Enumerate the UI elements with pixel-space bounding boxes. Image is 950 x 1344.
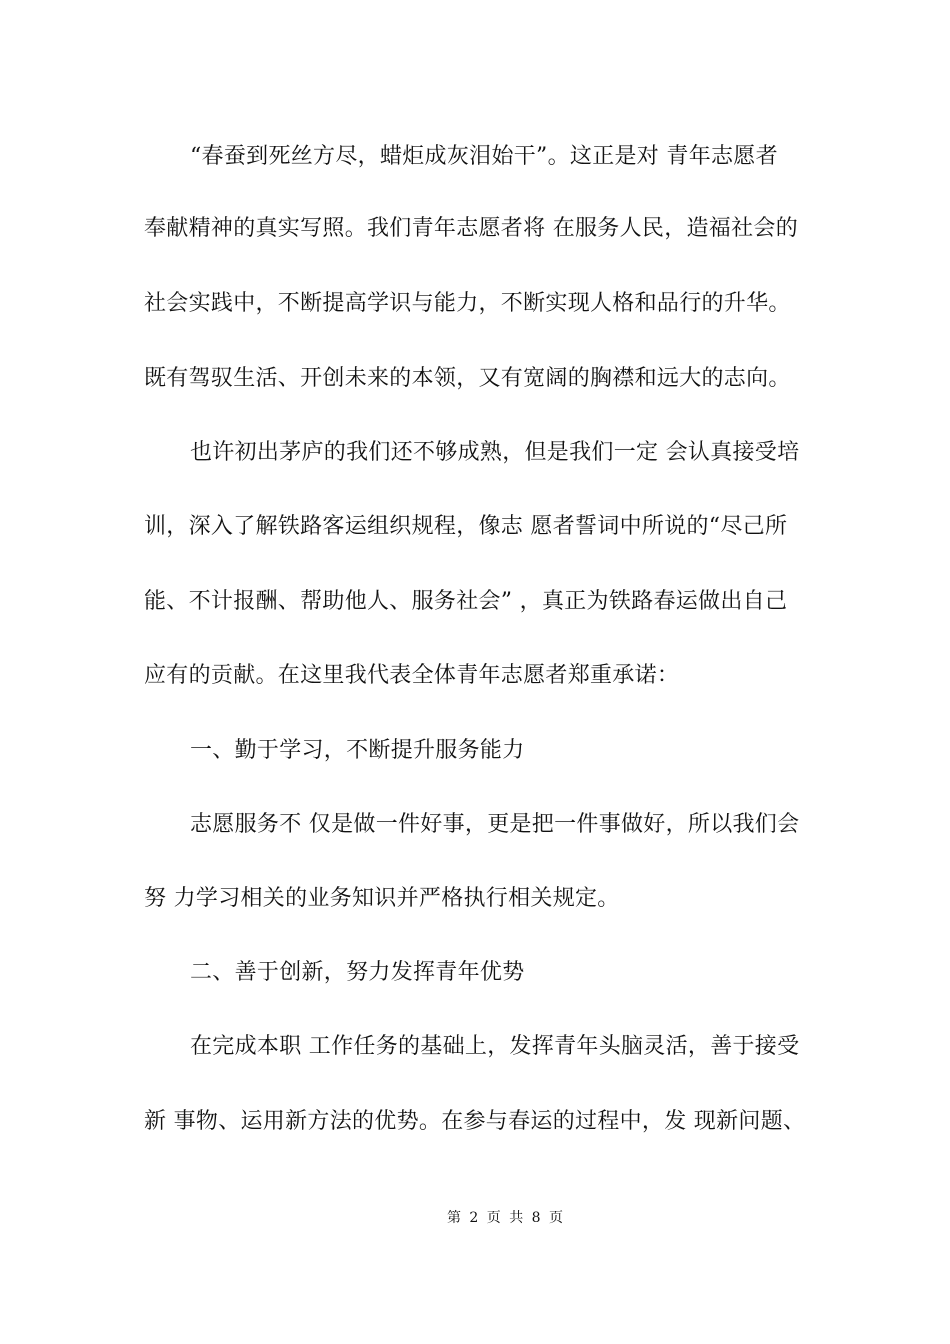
paragraph-line-1: “春蚕到死丝方尽，蜡炬成灰泪始干”。这正是对 青年志愿者 — [190, 144, 778, 169]
page-number-footer: 第 2 页 共 8 页 — [446, 1210, 564, 1226]
paragraph-line-14: 新 事物、运用新方法的优势。在参与春运的过程中，发 现新问题、 — [144, 1109, 806, 1134]
paragraph-line-6: 训，深入了解铁路客运组织规程，像志 愿者誓词中所说的“尽己所 — [144, 514, 788, 539]
paragraph-line-7: 能、不计报酬、帮助他人、服务社会” ，真正为铁路春运做出自己 — [144, 589, 788, 614]
paragraph-line-11: 努 力学习相关的业务知识并严格执行相关规定。 — [144, 886, 620, 911]
paragraph-line-8: 应有的贡献。在这里我代表全体青年志愿者郑重承诺： — [144, 663, 680, 688]
section-heading-1: 一、勤于学习，不断提升服务能力 — [190, 738, 525, 763]
paragraph-line-3: 社会实践中，不断提高学识与能力，不断实现人格和品行的升华。 — [144, 291, 791, 316]
section-heading-2: 二、善于创新，努力发挥青年优势 — [190, 960, 525, 985]
paragraph-line-5: 也许初出茅庐的我们还不够成熟，但是我们一定 会认真接受培 — [190, 440, 800, 465]
paragraph-line-13: 在完成本职 工作任务的基础上，发挥青年头脑灵活，善于接受 — [190, 1034, 800, 1059]
paragraph-line-4: 既有驾驭生活、开创未来的本领，又有宽阔的胸襟和远大的志向。 — [144, 366, 791, 391]
paragraph-line-2: 奉献精神的真实写照。我们青年志愿者将 在服务人民，造福社会的 — [144, 216, 798, 241]
paragraph-line-10: 志愿服务不 仅是做一件好事，更是把一件事做好，所以我们会 — [190, 812, 800, 837]
